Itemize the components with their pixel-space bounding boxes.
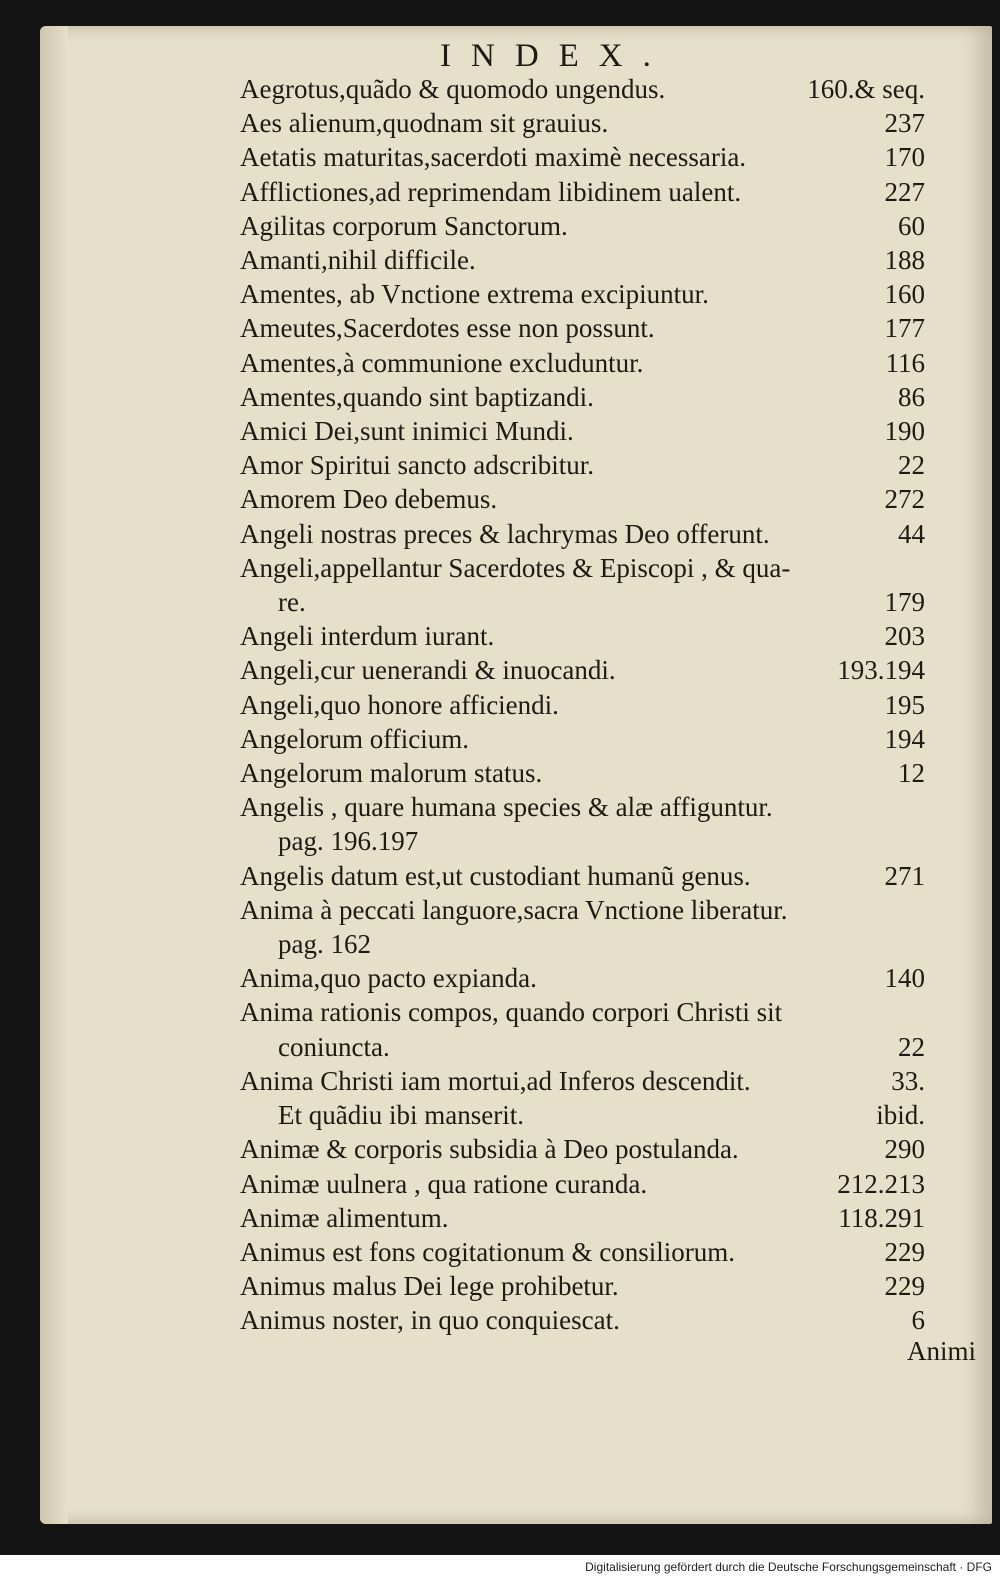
- entry-text: Animæ alimentum.: [240, 1202, 449, 1233]
- index-entry: [240, 790, 925, 858]
- entry-page-ref: 212.213: [837, 1168, 925, 1199]
- entry-line: [240, 243, 925, 277]
- entry-text: Aes alienum,quodnam sit grauius.: [240, 108, 609, 139]
- entry-text: pag. 196.197: [278, 826, 419, 857]
- index-entry: [240, 243, 925, 277]
- entry-text: Ameutes,Sacerdotes esse non possunt.: [240, 313, 655, 344]
- entry-line: [240, 175, 925, 209]
- entry-text: Angelorum malorum status.: [240, 758, 543, 789]
- entry-page-ref: 193.194: [837, 655, 925, 686]
- entry-text: Angeli nostras preces & lachrymas Deo offerunt.: [240, 518, 770, 549]
- entry-page-ref: 116: [885, 347, 925, 378]
- index-entry: [240, 209, 925, 243]
- entry-line: [240, 517, 925, 551]
- entry-line: [240, 722, 925, 756]
- entry-text: Anima,quo pacto expianda.: [240, 963, 537, 994]
- entry-text: Anima Christi iam mortui,ad Inferos descendit.: [240, 1065, 751, 1096]
- entry-line: [240, 140, 925, 174]
- entry-page-ref: 33.: [891, 1065, 925, 1096]
- entry-line: [240, 688, 925, 722]
- index-entry: [240, 859, 925, 893]
- entry-line: [240, 106, 925, 140]
- entry-line: [240, 1064, 925, 1098]
- entry-text: coniuncta.: [278, 1031, 390, 1062]
- index-entry: [240, 1167, 925, 1201]
- entry-text: Animæ & corporis subsidia à Deo postulanda.: [240, 1134, 739, 1165]
- entry-page-ref: 190: [884, 416, 925, 447]
- entry-page-ref: 203: [884, 621, 925, 652]
- entry-page-ref: 160.& seq.: [807, 74, 925, 104]
- entry-line: [240, 414, 925, 448]
- index-entry: [240, 688, 925, 722]
- entry-text: Angelorum officium.: [240, 723, 469, 754]
- entry-page-ref: [915, 995, 925, 1029]
- index-entry: [240, 140, 925, 174]
- entry-page-ref: 195: [884, 689, 925, 720]
- entry-line: [240, 209, 925, 243]
- entry-page-ref: 86: [898, 381, 925, 412]
- entry-text: Aegrotus,quãdo & quomodo ungendus.: [240, 74, 666, 104]
- entry-text: Animus malus Dei lege prohibetur.: [240, 1271, 619, 1302]
- entry-page-ref: [915, 824, 925, 858]
- entry-line: [240, 277, 925, 311]
- entry-text: re.: [278, 587, 306, 618]
- index-entries: [240, 72, 925, 1338]
- entry-line: [240, 995, 925, 1029]
- index-entry: [240, 1303, 925, 1337]
- index-entry: [240, 1064, 925, 1132]
- entry-text: Animus noster, in quo conquiescat.: [240, 1305, 620, 1336]
- entry-line: [240, 72, 925, 106]
- entry-line: [240, 1098, 925, 1132]
- entry-text: Amorem Deo debemus.: [240, 484, 498, 515]
- entry-line: [240, 380, 925, 414]
- index-entry: [240, 517, 925, 551]
- entry-page-ref: 22: [898, 450, 925, 481]
- entry-page-ref: 271: [884, 860, 925, 891]
- entry-text: Amentes,à communione excluduntur.: [240, 347, 644, 378]
- index-entry: [240, 380, 925, 414]
- entry-line: [240, 1132, 925, 1166]
- entry-text: Amanti,nihil difficile.: [240, 245, 476, 276]
- entry-line: [240, 859, 925, 893]
- entry-line: [240, 346, 925, 380]
- entry-page-ref: [915, 893, 925, 927]
- entry-line: [240, 1030, 925, 1064]
- entry-line: [240, 551, 925, 585]
- entry-text: Anima rationis compos, quando corpori Christi sit: [240, 997, 783, 1028]
- entry-page-ref: 194: [884, 723, 925, 754]
- index-entry: [240, 1201, 925, 1235]
- entry-page-ref: 140: [884, 963, 925, 994]
- entry-text: Amici Dei,sunt inimici Mundi.: [240, 416, 574, 447]
- entry-line: [240, 1167, 925, 1201]
- entry-page-ref: [915, 927, 925, 961]
- footer-bar: [0, 1555, 1000, 1577]
- entry-text: Amentes,quando sint baptizandi.: [240, 381, 594, 412]
- footer-credit: Digitalisierung gefördert durch die Deutsche Forschungsgemeinschaft · DFG: [585, 1560, 992, 1574]
- index-entry: [240, 653, 925, 687]
- entry-text: Animus est fons cogitationum & consiliorum.: [240, 1236, 735, 1267]
- entry-page-ref: [915, 790, 925, 824]
- entry-page-ref: 290: [884, 1134, 925, 1165]
- index-entry: [240, 482, 925, 516]
- entry-page-ref: 118.291: [838, 1202, 925, 1233]
- index-entry: [240, 448, 925, 482]
- entry-text: Afflictiones,ad reprimendam libidinem ualent.: [240, 176, 742, 207]
- entry-line: [240, 756, 925, 790]
- entry-line: [240, 1235, 925, 1269]
- index-entry: [240, 722, 925, 756]
- entry-line: [240, 448, 925, 482]
- entry-page-ref: 60: [898, 210, 925, 241]
- entry-line: [240, 1303, 925, 1337]
- entry-text: Angelis , quare humana species & alæ affiguntur.: [240, 792, 773, 823]
- entry-line: [240, 1269, 925, 1303]
- entry-page-ref: 22: [898, 1031, 925, 1062]
- page-header: INDEX.: [440, 38, 671, 74]
- entry-text: Amentes, ab Vnctione extrema excipiuntur.: [240, 279, 709, 310]
- entry-line: [240, 961, 925, 995]
- entry-line: [240, 619, 925, 653]
- index-entry: [240, 995, 925, 1063]
- index-entry: [240, 346, 925, 380]
- entry-page-ref: ibid.: [876, 1100, 925, 1131]
- index-entry: [240, 1269, 925, 1303]
- entry-page-ref: 12: [898, 758, 925, 789]
- index-entry: [240, 414, 925, 448]
- entry-page-ref: 177: [884, 313, 925, 344]
- entry-line: [240, 482, 925, 516]
- index-entry: [240, 311, 925, 345]
- index-entry: [240, 619, 925, 653]
- index-entry: [240, 1132, 925, 1166]
- entry-text: Amor Spiritui sancto adscribitur.: [240, 450, 594, 481]
- entry-line: [240, 311, 925, 345]
- entry-text: Agilitas corporum Sanctorum.: [240, 210, 568, 241]
- entry-text: Et quãdiu ibi manserit.: [278, 1100, 524, 1131]
- entry-text: Anima à peccati languore,sacra Vnctione liberatur.: [240, 894, 788, 925]
- entry-page-ref: 229: [884, 1271, 925, 1302]
- entry-page-ref: 170: [884, 142, 925, 173]
- entry-page-ref: 229: [884, 1236, 925, 1267]
- entry-text: Angelis datum est,ut custodiant humanũ genus.: [240, 860, 751, 891]
- entry-text: pag. 162: [278, 929, 371, 960]
- index-entry: [240, 175, 925, 209]
- entry-page-ref: 237: [884, 108, 925, 139]
- entry-text: Angeli,cur uenerandi & inuocandi.: [240, 655, 616, 686]
- entry-page-ref: [915, 551, 925, 585]
- entry-page-ref: 179: [884, 587, 925, 618]
- entry-text: Angeli,quo honore afficiendi.: [240, 689, 559, 720]
- index-entry: [240, 277, 925, 311]
- entry-text: Animæ uulnera , qua ratione curanda.: [240, 1168, 648, 1199]
- index-entry: [240, 1235, 925, 1269]
- entry-text: Angeli interdum iurant.: [240, 621, 495, 652]
- index-entry: [240, 106, 925, 140]
- entry-line: [240, 1201, 925, 1235]
- index-entry: [240, 961, 925, 995]
- index-entry: [240, 72, 925, 106]
- entry-text: Angeli,appellantur Sacerdotes & Episcopi , & qua-: [240, 552, 791, 583]
- entry-line: [240, 824, 925, 858]
- entry-page-ref: 6: [911, 1305, 925, 1336]
- entry-page-ref: 227: [884, 176, 925, 207]
- entry-line: [240, 927, 925, 961]
- catchword: Animi: [906, 1336, 976, 1366]
- index-entry: [240, 756, 925, 790]
- entry-page-ref: 44: [898, 518, 925, 549]
- entry-line: [240, 653, 925, 687]
- index-entry: [240, 893, 925, 961]
- entry-page-ref: 188: [884, 245, 925, 276]
- entry-text: Aetatis maturitas,sacerdoti maximè necessaria.: [240, 142, 747, 173]
- entry-line: [240, 893, 925, 927]
- index-entry: [240, 551, 925, 619]
- entry-page-ref: 272: [884, 484, 925, 515]
- entry-page-ref: 160: [884, 279, 925, 310]
- page-edge: [40, 26, 68, 1524]
- entry-line: [240, 790, 925, 824]
- entry-line: [240, 585, 925, 619]
